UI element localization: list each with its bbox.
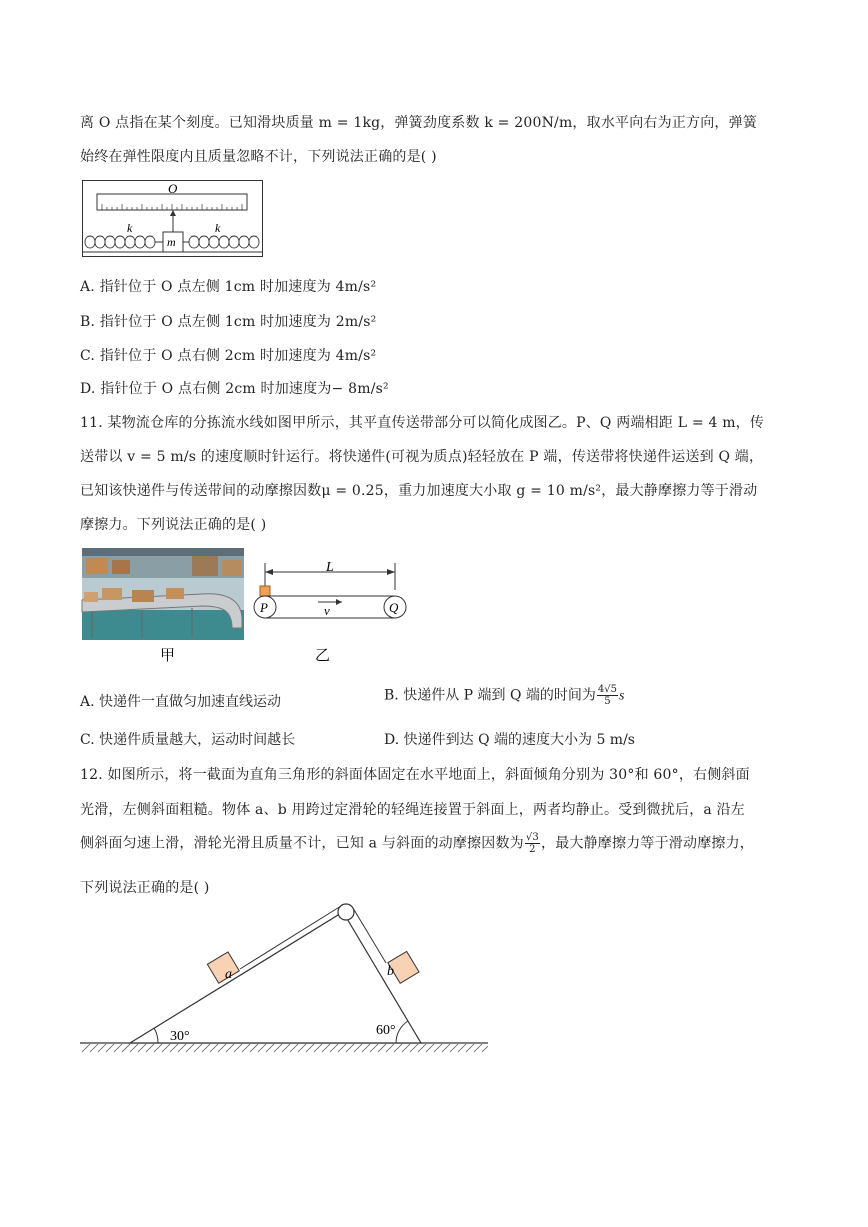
q11-stem-line3: 已知该快递件与传送带间的动摩擦因数μ = 0.25，重力加速度大小取 g = 10 m/s²，最大静摩擦力等于滑动 [80, 483, 758, 499]
q12-friction-denominator: 2 [529, 844, 536, 855]
conveyor-diagram [160, 555, 415, 665]
q11-stem-line1: 11. 某物流仓库的分拣流水线如图甲所示，其平直传送带部分可以简化成图乙。P、Q 两端相距 L = 4 m，传 [80, 415, 765, 431]
q11-option-b [384, 684, 624, 707]
q11-stem-line4: 摩擦力。下列说法正确的是( ) [80, 517, 267, 533]
q11-option-c: C. 快递件质量越大，运动时间越长 [80, 732, 296, 748]
block-a-label: a [225, 967, 232, 982]
spring-left-label: k [127, 221, 133, 235]
q12-stem-line2: 光滑，左侧斜面粗糙。物体 a、b 用跨过定滑轮的轻绳连接置于斜面上，两者均静止。受到微扰后，a 沿左 [80, 802, 746, 818]
warehouse-photo [82, 548, 244, 640]
ground-hatching [82, 1044, 488, 1052]
q12-stem-line3 [80, 832, 754, 855]
length-l-label: L [326, 560, 334, 575]
q12-stem-line3-text: 侧斜面匀速上滑，滑轮光滑且质量不计，已知 a 与斜面的动摩擦因数为 [80, 835, 524, 852]
q10-option-a: A. 指针位于 O 点左侧 1cm 时加速度为 4m/s² [80, 279, 377, 295]
q11-option-b-denominator: 5 [604, 696, 611, 707]
angle-60-label: 60° [376, 1023, 396, 1038]
q12-stem-line4: 下列说法正确的是( ) [80, 880, 210, 896]
figure-yi-label: 乙 [315, 648, 331, 664]
point-o-label: O [168, 181, 178, 196]
q11-option-b-fraction [597, 684, 618, 707]
q11-option-a: A. 快递件一直做匀加速直线运动 [80, 694, 282, 710]
velocity-v-label: v [324, 603, 330, 618]
spring-left [85, 236, 163, 248]
q10-option-b: B. 指针位于 O 点左侧 1cm 时加速度为 2m/s² [80, 314, 377, 330]
spring-right [183, 236, 259, 248]
figure-jia-label: 甲 [160, 648, 176, 664]
spring-scale-figure [82, 180, 264, 258]
block-b-label: b [387, 964, 394, 979]
end-p-label: P [260, 600, 268, 615]
parcel [260, 586, 270, 596]
angle-30-label: 30° [170, 1029, 190, 1044]
end-q-label: Q [389, 600, 399, 615]
q10-stem-line1: 离 O 点指在某个刻度。已知滑块质量 m = 1kg，弹簧劲度系数 k = 200N/m，取水平向右为正方向，弹簧 [80, 115, 758, 131]
q11-stem-line2: 送带以 v = 5 m/s 的速度顺时针运行。将快递件(可视为质点)轻轻放在 P 端，传送带将快递件运送到 Q 端， [80, 449, 764, 465]
q12-stem-line3-end: ，最大静摩擦力等于滑动摩擦力， [541, 835, 754, 852]
q12-friction-numerator: √3 [525, 832, 539, 843]
q11-option-d: D. 快递件到达 Q 端的速度大小为 5 m/s [384, 732, 635, 748]
q10-option-d: D. 指针位于 O 点右侧 2cm 时加速度为− 8m/s² [80, 381, 389, 397]
spring-right-label: k [215, 221, 221, 235]
incline-pulley-figure [78, 900, 493, 1060]
q12-friction-fraction [525, 832, 540, 855]
q11-option-b-unit: s [619, 688, 625, 704]
q12-stem-line1: 12. 如图所示，将一截面为直角三角形的斜面体固定在水平地面上，斜面倾角分别为 30°和 60°，右侧斜面 [80, 767, 750, 783]
q11-option-b-text: B. 快递件从 P 端到 Q 端的时间为 [384, 687, 596, 704]
q10-stem-line2: 始终在弹性限度内且质量忽略不计，下列说法正确的是( ) [80, 149, 437, 165]
q11-option-b-numerator: 4√5 [597, 684, 617, 695]
block-m-label: m [167, 235, 176, 249]
q10-option-c: C. 指针位于 O 点右侧 2cm 时加速度为 4m/s² [80, 348, 377, 364]
